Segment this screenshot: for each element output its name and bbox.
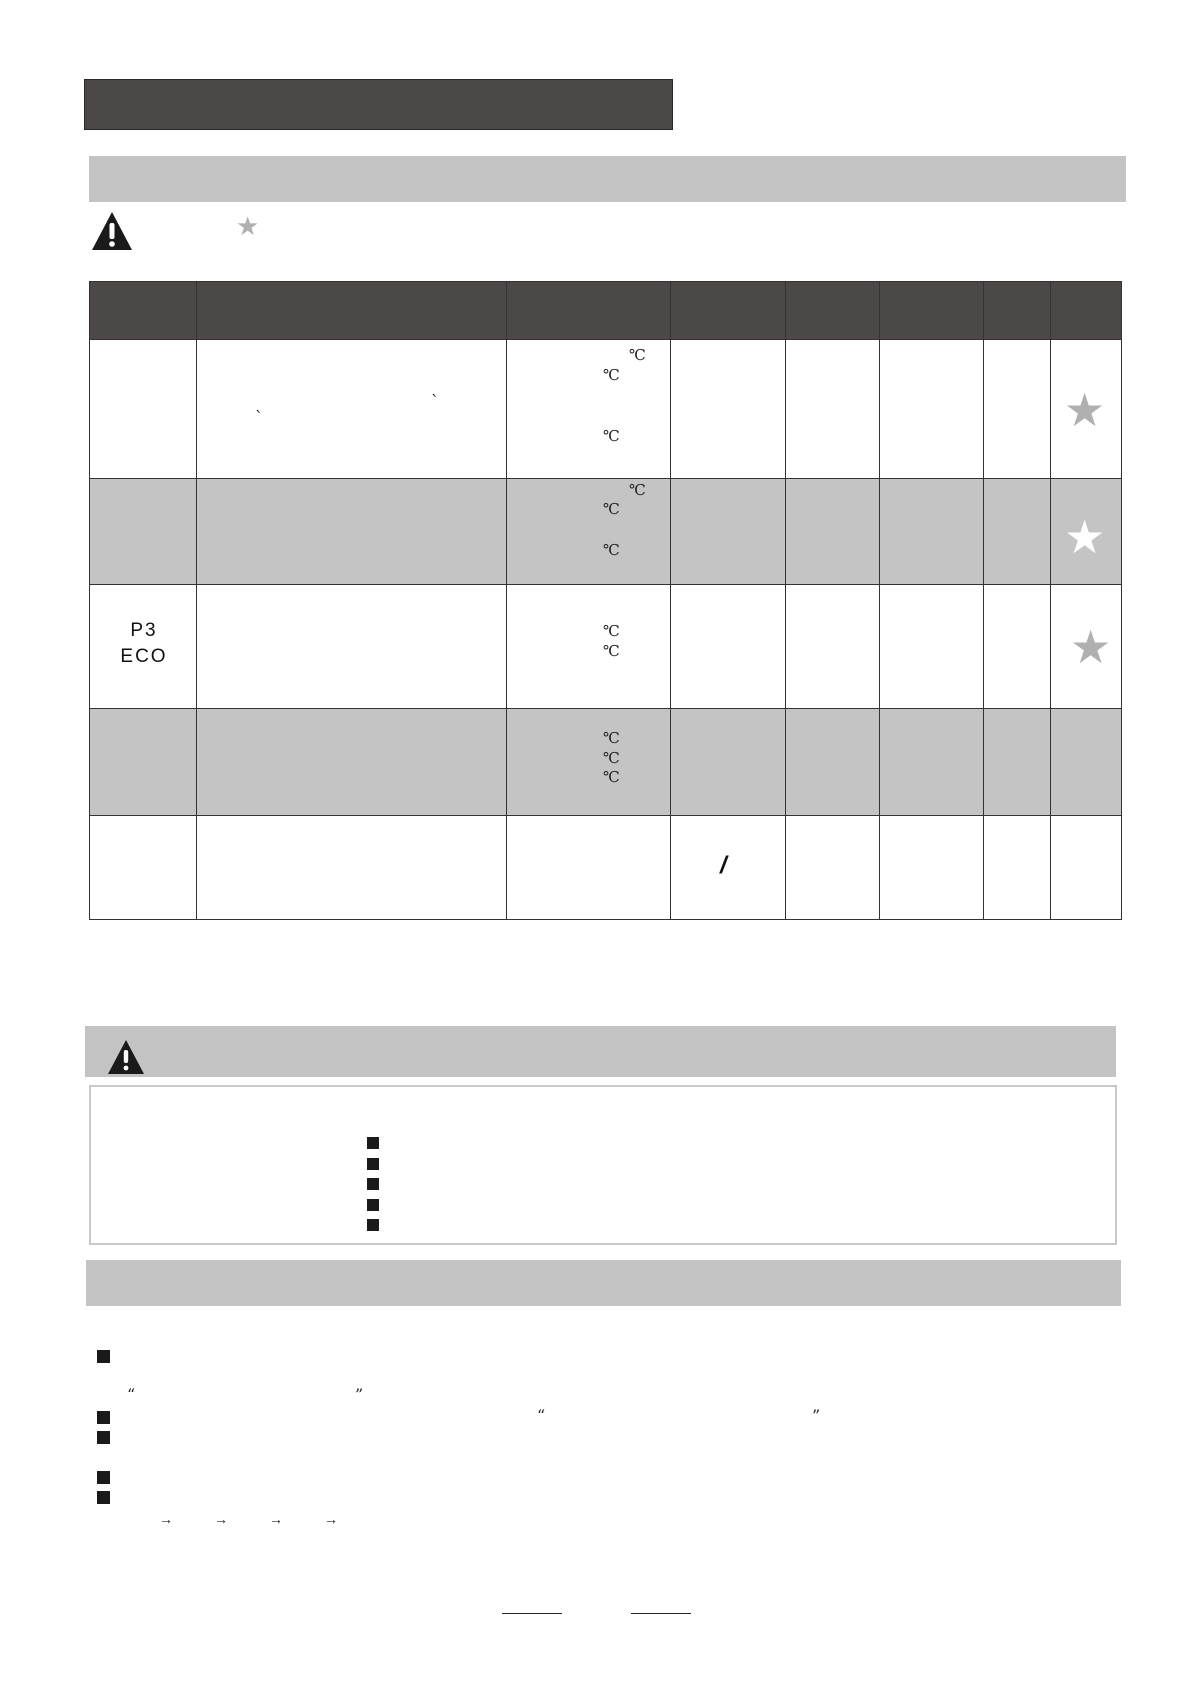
bullet-square <box>367 1158 379 1170</box>
bullet-square <box>367 1199 379 1211</box>
bullet-square <box>97 1350 110 1363</box>
close-quote: ” <box>355 1385 364 1404</box>
arrow-icon: → <box>269 1511 283 1527</box>
arrow-icon: → <box>324 1511 338 1527</box>
degree-mark: ℃ <box>603 427 620 445</box>
degree-mark: ℃ <box>603 500 620 518</box>
program-label-eco: ECO <box>120 646 168 667</box>
degree-mark: ℃ <box>629 481 646 499</box>
arrow-icon: → <box>159 1511 173 1527</box>
close-quote: ” <box>812 1406 821 1425</box>
warning-icon <box>107 1039 145 1075</box>
bullet-square <box>97 1471 110 1484</box>
bullet-square <box>367 1137 379 1149</box>
star-icon: ★ <box>1070 621 1112 673</box>
degree-mark: ℃ <box>603 541 620 559</box>
arrow-icon: → <box>214 1511 228 1527</box>
degree-mark: ℃ <box>603 366 620 384</box>
degree-mark: ℃ <box>603 622 620 640</box>
degree-mark: ℃ <box>603 642 620 660</box>
degree-mark: ℃ <box>603 749 620 767</box>
open-quote: “ <box>127 1385 136 1404</box>
footer-line <box>502 1613 562 1614</box>
caution-box <box>89 1085 1117 1245</box>
title-bar <box>84 79 673 130</box>
star-icon: ★ <box>1064 384 1106 436</box>
footer-line <box>631 1613 691 1614</box>
program-label-p3: P3 <box>130 620 158 641</box>
section-band-programs <box>89 156 1126 202</box>
caution-band <box>85 1026 1116 1077</box>
tick-mark: ` <box>255 408 263 427</box>
table-row <box>90 478 1122 584</box>
degree-mark: ℃ <box>629 346 646 364</box>
degree-mark: ℃ <box>603 729 620 747</box>
star-icon: ★ <box>1064 511 1106 563</box>
open-quote: “ <box>537 1406 546 1425</box>
bullet-square <box>367 1219 379 1231</box>
program-table <box>89 281 1122 920</box>
bullet-square <box>97 1431 110 1444</box>
section-band-notes <box>86 1260 1121 1306</box>
table-header <box>90 282 1122 339</box>
degree-mark: ℃ <box>603 768 620 786</box>
tick-mark: ` <box>431 392 439 411</box>
bullet-square <box>367 1178 379 1190</box>
star-legend-icon: ★ <box>236 211 260 241</box>
bullet-square <box>97 1411 110 1424</box>
warning-icon <box>91 210 133 252</box>
bullet-square <box>97 1491 110 1504</box>
slash-mark: / <box>720 852 727 879</box>
